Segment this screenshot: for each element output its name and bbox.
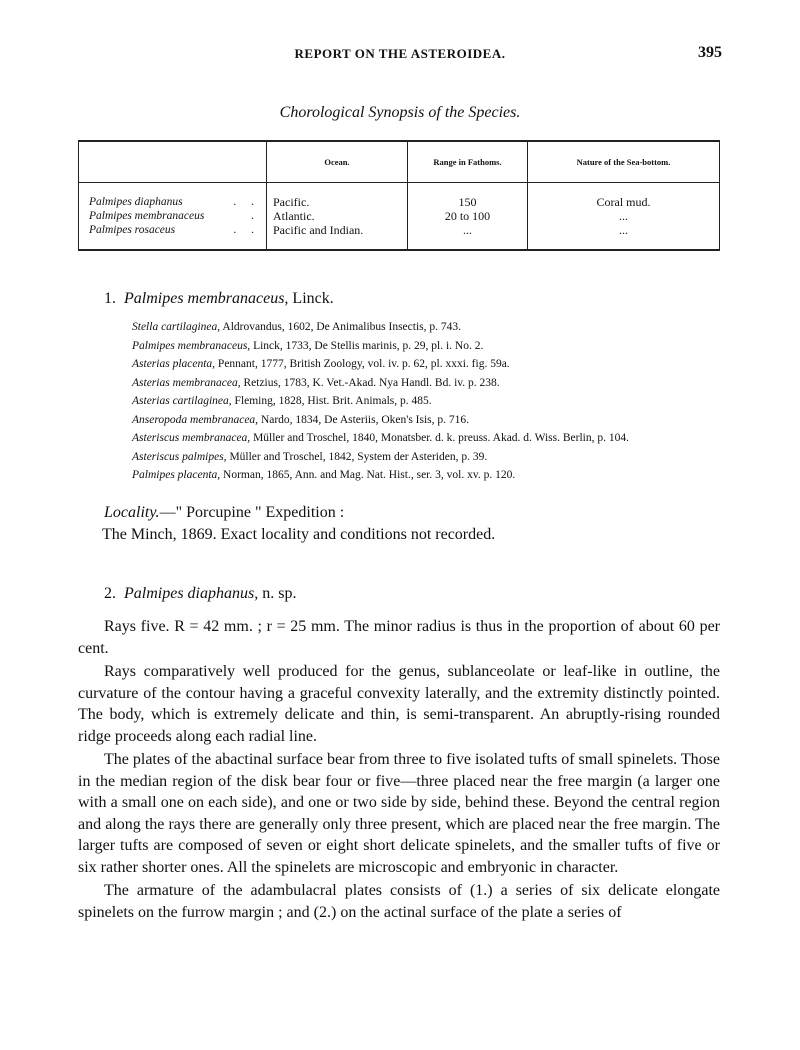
range-cell: 150	[408, 183, 528, 210]
synonym-citation: Müller and Troschel, 1842, System der Asteriden, p. 39.	[229, 450, 488, 463]
locality-label: Locality.	[104, 504, 160, 521]
leader-dots: .	[251, 210, 260, 222]
synonym-citation: Fleming, 1828, Hist. Brit. Animals, p. 485.	[234, 395, 432, 407]
synonym-entry	[132, 429, 732, 448]
range-cell: 20 to 100	[408, 209, 528, 223]
ocean-cell: Atlantic.	[267, 209, 408, 223]
species-cell	[79, 223, 267, 250]
table-row	[79, 223, 720, 250]
table-header-row	[79, 141, 720, 183]
running-title: REPORT ON THE ASTEROIDEA.	[294, 46, 506, 61]
range-cell: ...	[408, 223, 528, 250]
species-name: Palmipes membranaceus,	[124, 290, 289, 307]
species-cell	[79, 209, 267, 223]
synonym-citation: Retzius, 1783, K. Vet.-Akad. Nya Handl. Bd. iv. p. 238.	[243, 376, 500, 389]
synonym-entry	[132, 337, 732, 356]
synonym-entry	[132, 448, 732, 467]
species-author: Linck.	[292, 290, 334, 307]
synonym-entry	[132, 466, 732, 485]
synonym-entry	[132, 411, 732, 430]
bottom-cell: ...	[528, 209, 720, 223]
synonym-citation: Aldrovandus, 1602, De Animalibus Insectis, p. 743.	[222, 321, 462, 333]
species-author: n. sp.	[262, 585, 297, 602]
species-heading-2	[104, 585, 296, 603]
species-number: 2.	[104, 585, 116, 602]
species-number: 1.	[104, 290, 116, 307]
column-header-range: Range in Fathoms.	[408, 141, 528, 183]
synonym-name: Stella cartilaginea,	[132, 321, 221, 333]
synonym-citation: Norman, 1865, Ann. and Mag. Nat. Hist., ser. 3, vol. xv. p. 120.	[223, 469, 516, 481]
bottom-cell: Coral mud.	[528, 183, 720, 210]
species-name: Palmipes rosaceus	[89, 224, 176, 236]
chorological-synopsis-table	[78, 140, 720, 251]
synonym-citation: Müller and Troschel, 1840, Monatsber. d. k. preuss. Akad. d. Wiss. Berlin, p. 104.	[253, 432, 629, 444]
synonym-name: Palmipes placenta,	[132, 469, 221, 481]
table-row	[79, 209, 720, 223]
column-header-bottom: Nature of the Sea-bottom.	[528, 141, 720, 183]
running-head	[0, 46, 800, 68]
column-header-ocean: Ocean.	[267, 141, 408, 183]
synonym-entry	[132, 355, 732, 374]
synonym-name: Asterias membranacea,	[132, 376, 241, 389]
paragraph: Rays five. R = 42 mm. ; r = 25 mm. The minor radius is thus in the proportion of about 60 per cent.	[78, 618, 720, 657]
synonym-entry	[132, 374, 732, 393]
synonym-citation: Linck, 1733, De Stellis marinis, p. 29, pl. i. No. 2.	[253, 339, 484, 352]
paragraph: Rays comparatively well produced for the genus, sublanceolate or leaf-like in outline, the curvature of the contour having a graceful convexity laterally, and the extremity distinctly pointed. The body, which is extremely delicate and thin, is semi-transparent. An abruptly-rising rounded ridge proceeds along each radial line.	[78, 663, 720, 745]
page-number: 395	[698, 44, 722, 61]
locality-block	[104, 502, 724, 546]
leader-dots: . .	[233, 196, 260, 208]
synonym-citation: Nardo, 1834, De Asteriis, Oken's Isis, p. 716.	[260, 413, 470, 426]
locality-expedition: —" Porcupine " Expedition :	[159, 504, 345, 521]
species-name: Palmipes membranaceus	[89, 210, 205, 222]
ocean-cell: Pacific and Indian.	[267, 223, 408, 250]
column-header-species	[79, 141, 267, 183]
synonym-name: Asterias placenta,	[132, 358, 216, 370]
synonym-name: Palmipes membranaceus,	[132, 339, 251, 352]
synonym-name: Asteriscus membranacea,	[132, 432, 251, 444]
synonym-citation: Pennant, 1777, British Zoology, vol. iv. p. 62, pl. xxxi. fig. 59a.	[217, 358, 510, 370]
species-name: Palmipes diaphanus	[89, 196, 183, 208]
species-heading-1	[104, 290, 334, 308]
synonym-name: Asteriscus palmipes,	[132, 450, 227, 463]
synonym-name: Asterias cartilaginea,	[132, 395, 232, 407]
species-cell	[79, 183, 267, 210]
locality-line	[104, 502, 724, 524]
bottom-cell: ...	[528, 223, 720, 250]
synonymy-list	[132, 318, 732, 485]
synonym-name: Anseropoda membranacea,	[132, 413, 259, 426]
synonym-entry	[132, 318, 732, 337]
table-row	[79, 183, 720, 210]
leader-dots: . .	[233, 224, 260, 236]
locality-detail: The Minch, 1869. Exact locality and conditions not recorded.	[102, 526, 496, 543]
synopsis-title: Chorological Synopsis of the Species.	[279, 104, 521, 121]
paragraph: The plates of the abactinal surface bear from three to five isolated tufts of small spinelets. Those in the median region of the disk bear four or five—three placed near the free margin (a larger one with a small one on each side), and one or two side by side, behind these. Beyond the central region and along the rays there are generally only three present, which are placed near the free margin. The larger tufts are composed of seven or eight short delicate spinelets, and the smaller tufts of five or six rather shorter ones. All the spinelets are microscopic and embryonic in character.	[78, 751, 720, 876]
paragraph: The armature of the adambulacral plates consists of (1.) a series of six delicate elongate spinelets on the furrow margin ; and (2.) on the actinal surface of the plate a series of	[78, 882, 720, 921]
ocean-cell: Pacific.	[267, 183, 408, 210]
species-description	[78, 616, 720, 925]
synonym-entry	[132, 392, 732, 411]
species-name: Palmipes diaphanus,	[124, 585, 259, 602]
